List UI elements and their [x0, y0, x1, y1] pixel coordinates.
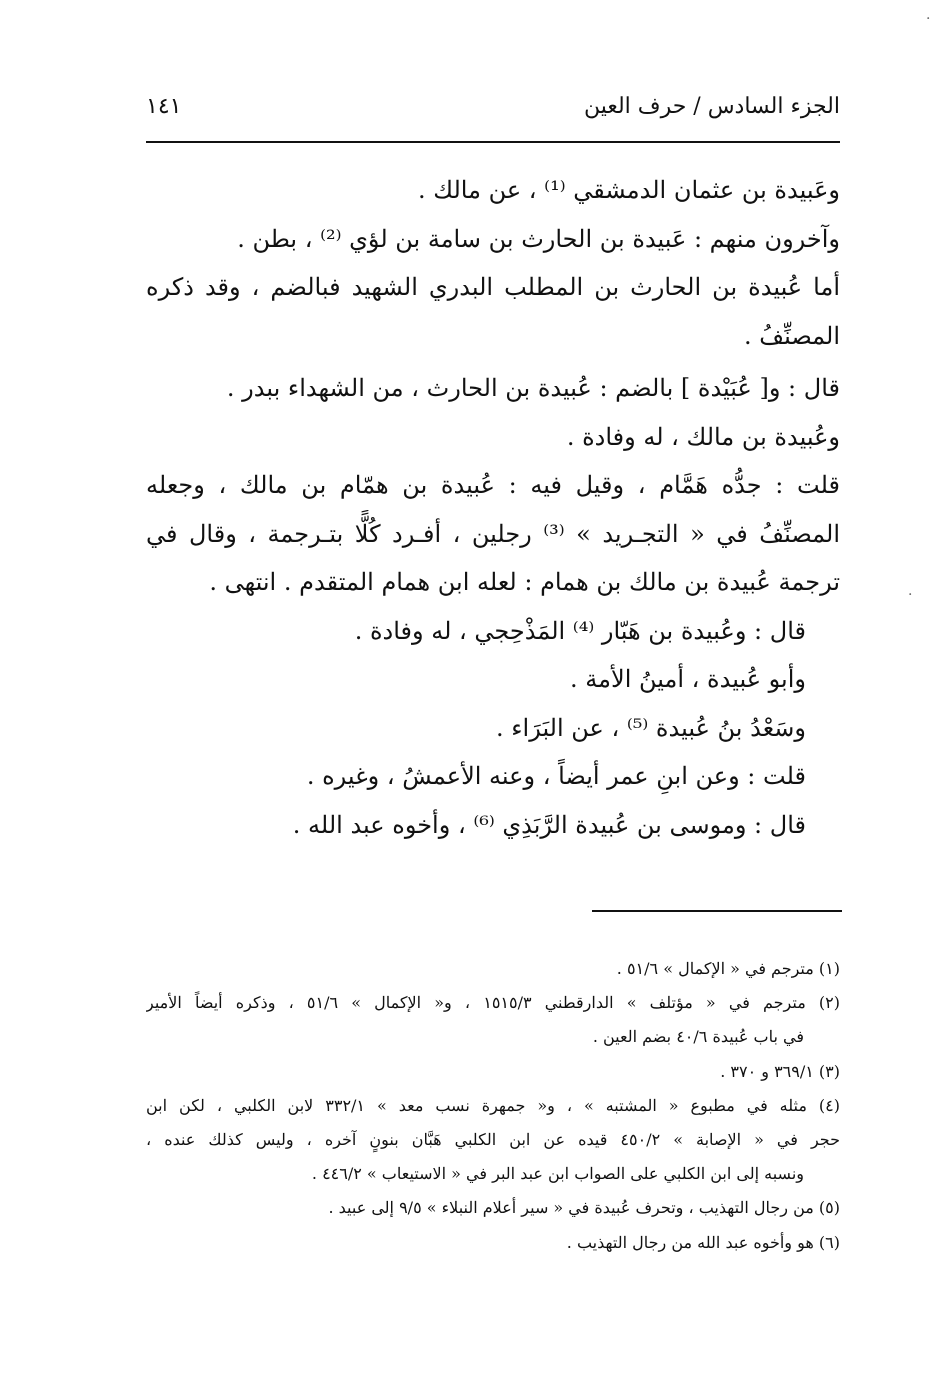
footnote-line: (٢) مترجم في « مؤتلف » الدارقطني ١٥١٥/٣ ، و« الإكمال » ٥١/٦ ، وذكره أيضاً الأمير	[146, 993, 840, 1013]
main-text	[146, 166, 840, 849]
footnote-rule	[592, 910, 842, 912]
body-line: ترجمة عُبيدة بن مالك بن همام : لعله ابن همام المتقدم . انتهى .	[209, 568, 840, 596]
footnote-line: (٦) هو وأخوه عبد الله من رجال التهذيب .	[566, 1232, 840, 1252]
body-line: المصنِّفُ .	[743, 321, 840, 350]
footnote-line: حجر في « الإصابة » ٤٥٠/٢ قيده عن ابن الكلبي هَبَّان بنونٍ آخره ، وليس كذلك عنده ،	[146, 1129, 840, 1149]
header-rule	[146, 141, 840, 143]
body-line: المصنِّفُ في « التجـريد » ⁽³⁾ رجلين ، أفـرد كُلًّا بتـرجمة ، وقال في	[146, 519, 840, 548]
scan-margin-mark: ·	[926, 11, 931, 27]
body-line: أما عُبيدة بن الحارث بن المطلب البدري الشهيد فبالضم ، وقد ذكره	[146, 273, 840, 301]
page-header	[146, 92, 840, 132]
page-number: ١٤١	[146, 94, 182, 119]
scan-margin-mark: ·	[908, 587, 913, 603]
body-line: وعُبيدة بن مالك ، له وفادة .	[566, 422, 840, 451]
body-line: وعَبيدة بن عثمان الدمشقي ⁽¹⁾ ، عن مالك .	[417, 176, 840, 204]
footnotes	[146, 952, 840, 1260]
body-line: قال : وموسى بن عُبيدة الرَّبَذِي ⁽⁶⁾ ، وأخوه عبد الله .	[292, 810, 806, 839]
body-line: قلت : جدُّه هَمَّام ، وقيل فيه : عُبيدة بن همّام بن مالك ، وجعله	[146, 471, 840, 499]
running-head-title: الجزء السادس / حرف العين	[583, 94, 840, 119]
footnote-line: (٤) مثله في مطبوع « المشتبه » ، و« جمهرة نسب معد » ٣٣٢/١ لابن الكلبي ، لكن ابن	[146, 1095, 840, 1115]
footnote-line: (٥) من رجال التهذيب ، وتحرف عُبيدة في « سير أعلام النبلاء » ٩/٥ إلى عبيد .	[328, 1198, 840, 1218]
footnote-line: (١) مترجم في « الإكمال » ٥١/٦ .	[616, 959, 840, 978]
body-line: وآخرون منهم : عَبيدة بن الحارث بن سامة بن لؤي ⁽²⁾ ، بطن .	[237, 224, 840, 253]
body-line: وأبو عُبيدة ، أمينُ الأمة .	[570, 665, 806, 693]
footnote-line: في باب عُبيدة ٤٠/٦ بضم العين .	[592, 1027, 804, 1047]
body-line: قال : و[ عُبَيْدة ] بالضم : عُبيدة بن الحارث ، من الشهداء ببدر .	[226, 374, 840, 402]
footnote-line: (٣) ٣٦٩/١ و ٣٧٠ .	[720, 1061, 840, 1081]
body-line: قال : وعُبيدة بن هَبّار ⁽⁴⁾ المَذْحِجي ، له وفادة .	[354, 616, 806, 645]
body-line: وسَعْدُ بنُ عُبيدة ⁽⁵⁾ ، عن البَرَاء .	[495, 713, 806, 742]
footnote-line: ونسبه إلى ابن الكلبي على الصواب ابن عبد البر في « الاستيعاب » ٤٤٦/٢ .	[311, 1164, 804, 1184]
body-line: قلت : وعن ابنِ عمر أيضاً ، وعنه الأعمشُ ، وغيره .	[306, 762, 806, 790]
